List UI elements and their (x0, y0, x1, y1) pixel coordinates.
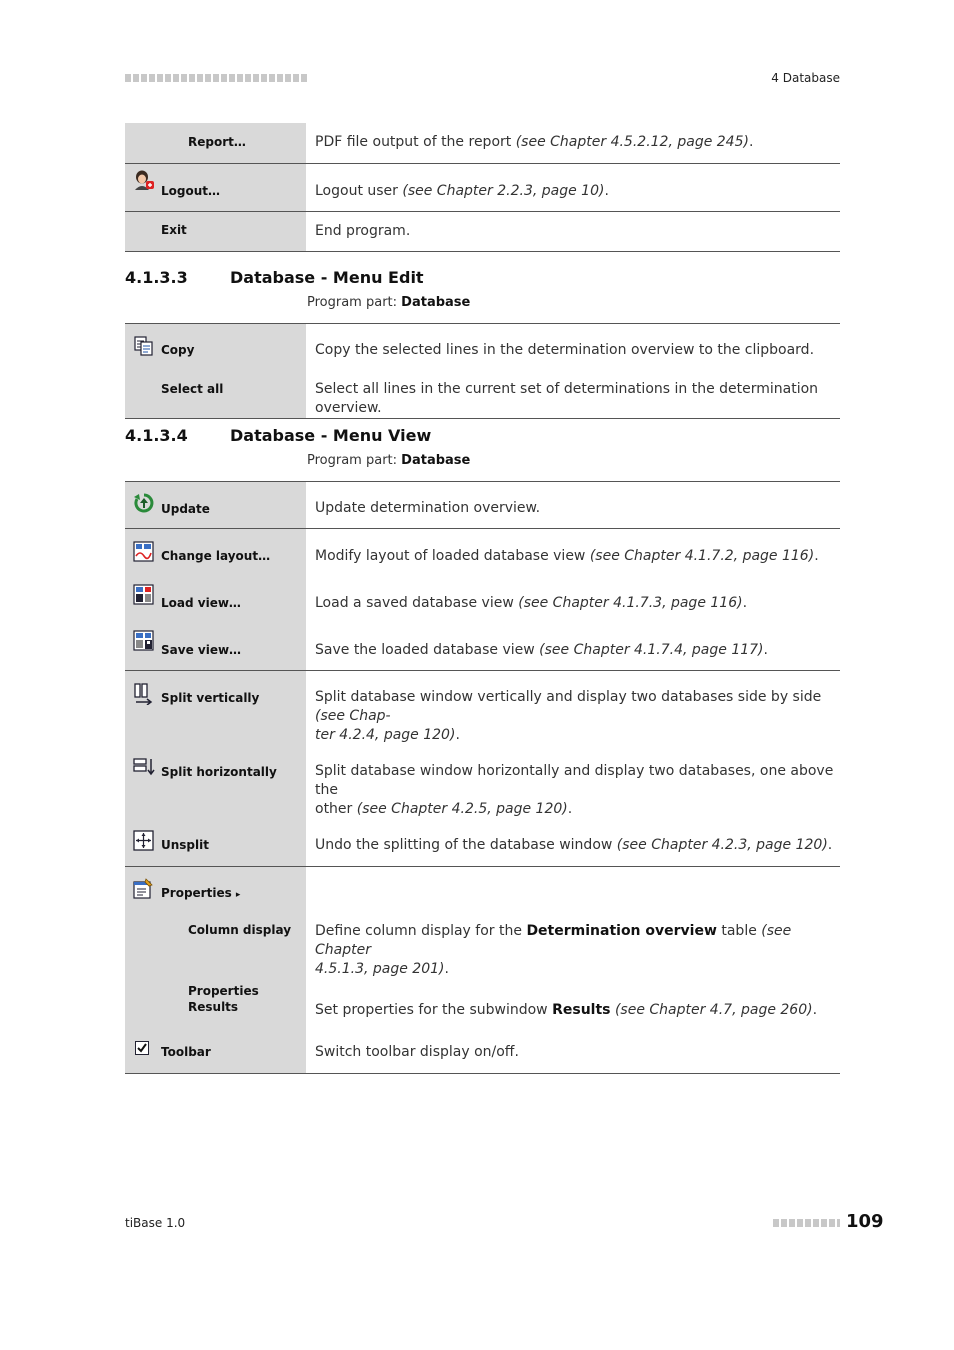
menu-item-column-display: Column display (188, 923, 292, 937)
table-row (125, 529, 840, 577)
table-row (125, 482, 840, 529)
table-row (125, 819, 840, 866)
menu-item-properties: Properties ▸ (161, 885, 241, 900)
section-title: Database - Menu View (230, 426, 432, 445)
table-row (125, 123, 840, 163)
menu-item-save-view: Save view… (161, 642, 242, 657)
row-description: PDF file output of the report (see Chapter 4.5.2.12, page 245). (315, 134, 754, 150)
chapter-header: 4 Database (771, 71, 840, 85)
header-decoration (125, 74, 307, 82)
edit-menu-table (125, 323, 840, 419)
split-horizontally-icon (133, 757, 155, 779)
menu-item-select-all: Select all (161, 381, 224, 396)
view-menu-table (125, 481, 840, 1074)
row-description: Split database window vertically and display two databases side by side (see Chap- ter 4.2.4, page 120). (315, 689, 822, 743)
logout-icon (133, 169, 155, 191)
menu-item-properties-results: Properties Results (188, 984, 259, 1014)
load-view-icon (133, 584, 155, 606)
page-number: 109 (846, 1211, 884, 1232)
menu-item-toolbar: Toolbar (161, 1045, 211, 1059)
menu-item-report: Report… (188, 135, 246, 149)
split-vertically-icon (133, 683, 155, 705)
row-description: Update determination overview. (315, 500, 541, 516)
row-description: Load a saved database view (see Chapter 4.1.7.3, page 116). (315, 594, 748, 611)
table-row (125, 910, 840, 979)
footer-product: tiBase 1.0 (125, 1216, 186, 1230)
update-icon (133, 492, 155, 514)
file-menu-table (125, 123, 840, 252)
row-description: Split database window horizontally and display two databases, one above the other (see Chapter 4.2.5, page 120). (315, 763, 834, 817)
table-row (125, 866, 840, 910)
menu-item-copy: Copy (161, 343, 195, 357)
row-description: End program. (315, 222, 411, 239)
menu-item-load-view: Load view… (161, 595, 241, 610)
row-description: Copy the selected lines in the determination overview to the clipboard. (315, 342, 815, 358)
unsplit-icon (133, 830, 155, 852)
program-part: Program part: Database (307, 453, 471, 468)
row-description: Modify layout of loaded database view (see Chapter 4.1.7.2, page 116). (315, 548, 819, 564)
menu-item-unsplit: Unsplit (161, 838, 209, 852)
checkmark-icon (135, 1041, 149, 1055)
footer-decoration (773, 1219, 840, 1227)
section-number: 4.1.3.3 (125, 268, 188, 287)
row-description: Set properties for the subwindow Results (see Chapter 4.7, page 260). (315, 1002, 818, 1018)
menu-item-split-horizontally: Split horizontally (161, 765, 277, 779)
section-number: 4.1.3.4 (125, 426, 188, 445)
table-row (125, 745, 840, 819)
change-layout-icon (133, 541, 155, 563)
table-row (125, 671, 840, 746)
menu-item-change-layout: Change layout… (161, 549, 271, 563)
row-description: Select all lines in the current set of determinations in the determination overview. (315, 380, 819, 416)
row-description: Save the loaded database view (see Chapter 4.1.7.4, page 117). (315, 641, 768, 658)
table-row (125, 1027, 840, 1073)
menu-item-exit: Exit (161, 222, 187, 237)
row-description: Logout user (see Chapter 2.2.3, page 10). (315, 182, 609, 199)
section-title: Database - Menu Edit (230, 268, 424, 287)
save-view-icon (133, 630, 155, 652)
table-row (125, 624, 840, 671)
table-row (125, 211, 840, 251)
table-row (125, 324, 840, 370)
table-row (125, 370, 840, 419)
menu-item-split-vertically: Split vertically (161, 691, 260, 705)
program-part: Program part: Database (307, 295, 471, 310)
properties-icon (133, 878, 155, 900)
row-description: Define column display for the Determination overview table (see Chapter 4.5.1.3, page 201). (315, 923, 792, 977)
table-row (125, 163, 840, 211)
row-description: Undo the splitting of the database window (see Chapter 4.2.3, page 120). (315, 837, 833, 853)
copy-icon (133, 335, 155, 357)
menu-item-update: Update (161, 502, 210, 516)
table-row (125, 979, 840, 1027)
table-row (125, 577, 840, 624)
row-description: Switch toolbar display on/off. (315, 1044, 519, 1060)
menu-item-logout: Logout… (161, 183, 221, 198)
